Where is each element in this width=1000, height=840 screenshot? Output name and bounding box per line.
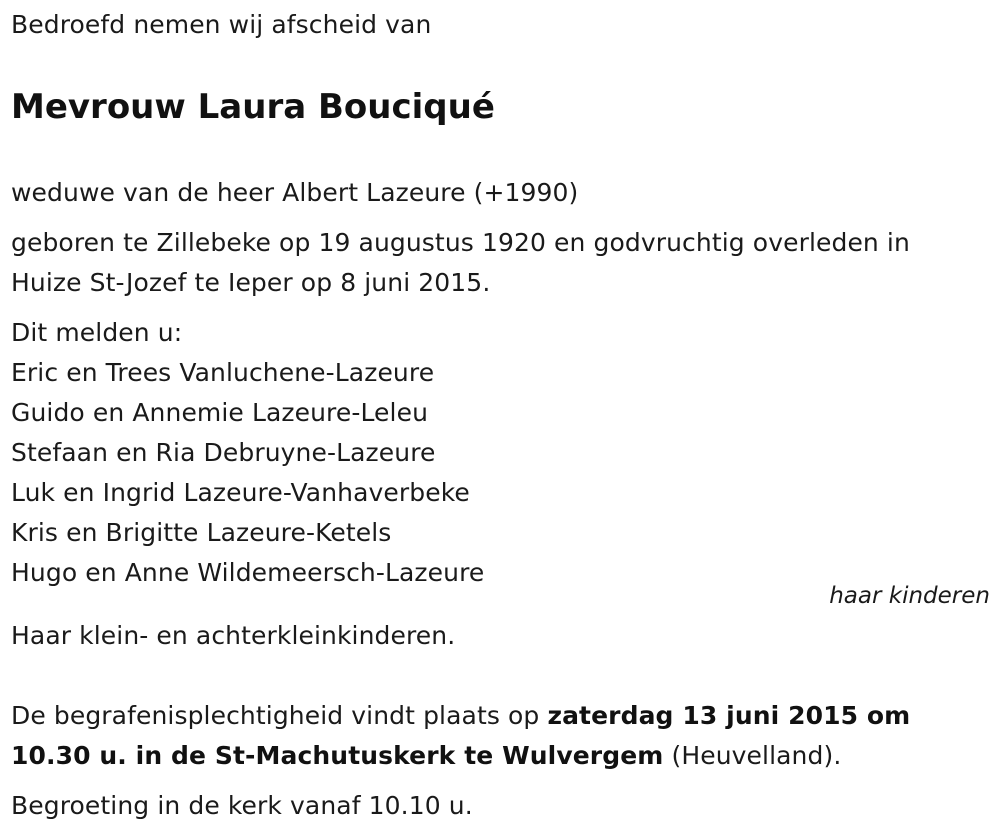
child-entry: Guido en Annemie Lazeure-Leleu bbox=[11, 398, 429, 427]
funeral-suffix: (Heuvelland). bbox=[663, 741, 842, 770]
funeral-prefix: De begrafenisplechtigheid vindt plaats op bbox=[11, 701, 548, 730]
widow-of-text: weduwe van de heer Albert Lazeure (+1990) bbox=[11, 178, 579, 207]
birth-death-line-1: geboren te Zillebeke op 19 augustus 1920 en godvruchtig overleden in bbox=[11, 228, 910, 257]
deceased-name: Mevrouw Laura Bouciqué bbox=[11, 87, 495, 127]
funeral-line-2 bbox=[11, 741, 841, 771]
greeting-text: Begroeting in de kerk vanaf 10.10 u. bbox=[11, 791, 473, 820]
child-entry: Hugo en Anne Wildemeersch-Lazeure bbox=[11, 558, 485, 587]
announcers-intro: Dit melden u: bbox=[11, 318, 183, 347]
funeral-line-1 bbox=[11, 701, 910, 731]
child-entry: Stefaan en Ria Debruyne-Lazeure bbox=[11, 438, 436, 467]
child-entry: Kris en Brigitte Lazeure-Ketels bbox=[11, 518, 392, 547]
birth-death-line-2: Huize St-Jozef te Ieper op 8 juni 2015. bbox=[11, 268, 491, 297]
child-entry: Eric en Trees Vanluchene-Lazeure bbox=[11, 358, 435, 387]
funeral-time-location: 10.30 u. in de St-Machutuskerk te Wulvergem bbox=[11, 741, 664, 770]
grandchildren-text: Haar klein- en achterkleinkinderen. bbox=[11, 621, 456, 650]
child-entry: Luk en Ingrid Lazeure-Vanhaverbeke bbox=[11, 478, 470, 507]
intro-text: Bedroefd nemen wij afscheid van bbox=[11, 10, 432, 39]
funeral-date: zaterdag 13 juni 2015 om bbox=[547, 701, 911, 730]
children-label: haar kinderen bbox=[829, 583, 990, 609]
